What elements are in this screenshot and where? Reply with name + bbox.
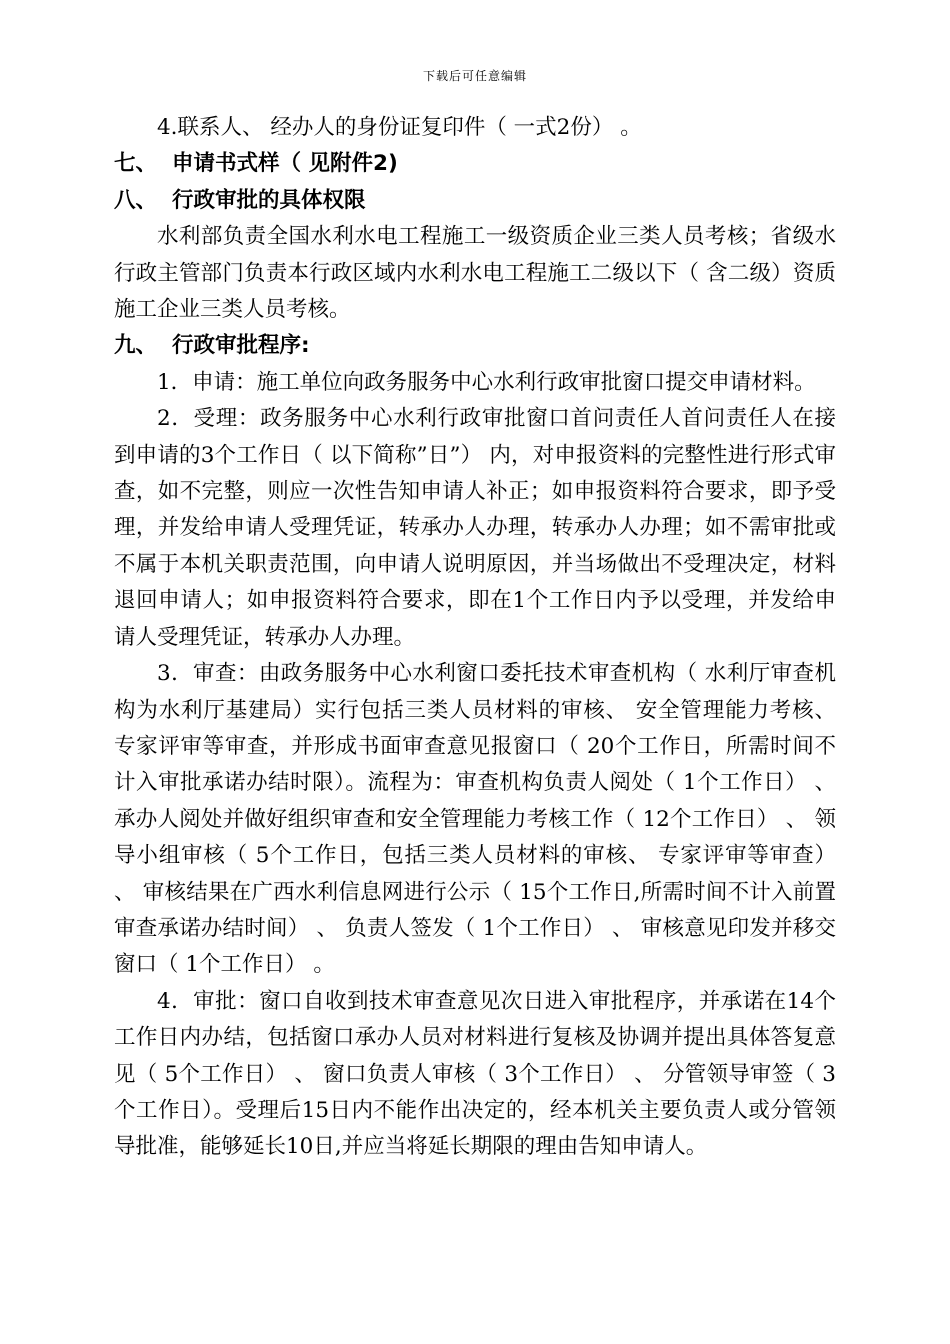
- paragraph-step-approval: 4．审批：窗口自收到技术审查意见次日进入审批程序，并承诺在14个工作日内办结，包括窗口承办人员对材料进行复核及协调并提出具体答复意见（ 5个工作日） 、 窗口负责人审核（ 3个工作日） 、 分管领导审签（ 3个工作日）。受理后15日内不能作出决定的，经本机关主要负责人或分管领导批准，能够延长10日,并应当将延长期限的理由告知申请人。: [114, 988, 836, 1160]
- paragraph-step-review: 3．审查：由政务服务中心水利窗口委托技术审查机构（ 水利厅审查机构为水利厅基建局）实行包括三类人员材料的审核、 安全管理能力考核、 专家评审等审查，并形成书面审查意见报窗口（ 20个工作日，所需时间不计入审批承诺办结时限）。流程为：审查机构负责人阅处（ 1个工作日） 、 承办人阅处并做好组织审查和安全管理能力考核工作（ 12个工作日） 、 领导小组审核（ 5个工作日，包括三类人员材料的审核、 专家评审等审查） 、 审核结果在广西水利信息网进行公示（ 15个工作日,所需时间不计入前置审查承诺办结时间） 、 负责人签发（ 1个工作日） 、 审核意见印发并移交窗口（ 1个工作日） 。: [114, 661, 836, 978]
- paragraph-authority: 水利部负责全国水利水电工程施工一级资质企业三类人员考核；省级水行政主管部门负责本行政区域内水利水电工程施工二级以下（ 含二级）资质施工企业三类人员考核。: [114, 224, 836, 323]
- heading-number: 八、: [114, 187, 158, 213]
- heading-title: 申请书式样（ 见附件2): [172, 151, 398, 177]
- heading-section-8: [114, 183, 836, 219]
- page-header: 下载后可任意编辑: [422, 69, 527, 83]
- heading-number: 九、: [114, 333, 158, 359]
- heading-number: 七、: [114, 151, 158, 177]
- document-body: [114, 110, 836, 1166]
- heading-title: 行政审批程序:: [172, 333, 310, 359]
- heading-section-9: [114, 328, 836, 364]
- paragraph-step-acceptance: 2．受理：政务服务中心水利行政审批窗口首问责任人首问责任人在接到申请的3个工作日（ 以下简称”日”） 内，对申报资料的完整性进行形式审查，如不完整，则应一次性告知申请人补正；如申报资料符合要求，即予受理，并发给申请人受理凭证，转承办人办理，转承办人办理；如不需审批或不属于本机关职责范围，向申请人说明原因，并当场做出不受理决定，材料退回申请人；如申报资料符合要求，即在1个工作日内予以受理，并发给申请人受理凭证，转承办人办理。: [114, 406, 836, 650]
- paragraph-step-application: 1．申请：施工单位向政务服务中心水利行政审批窗口提交申请材料。: [157, 369, 816, 395]
- paragraph-contact-id-copies: 4.联系人、 经办人的身份证复印件（ 一式2份） 。: [157, 115, 642, 140]
- heading-section-7: [114, 146, 836, 182]
- heading-title: 行政审批的具体权限: [172, 187, 366, 213]
